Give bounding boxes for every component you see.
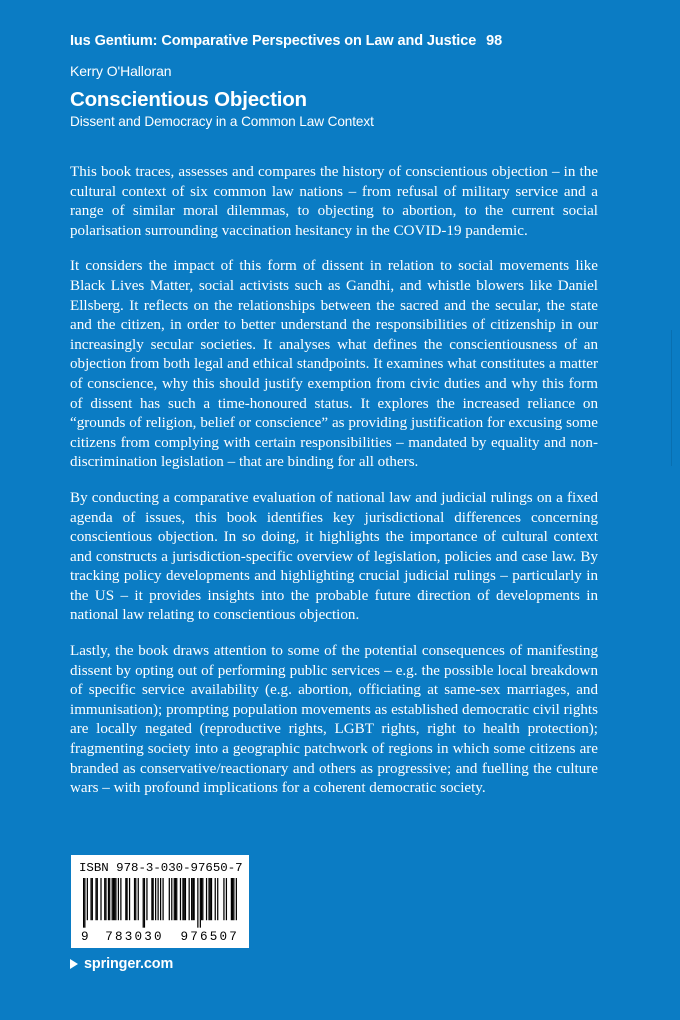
- scan-artifact-line: [671, 330, 672, 466]
- isbn-barcode: [71, 855, 249, 948]
- blurb-paragraph: It considers the impact of this form of dissent in relation to social movements like Black Lives Matter, social activists such as Gandhi, and whistle blowers like Daniel Ellsberg. It reflects on the relationships between the sacred and the secular, the state and the citizen, in order to better understand the responsibilities of citizenship in our increasingly secular societies. It analyses what defines the conscientiousness of an objection from both legal and ethical standpoints. It examines what constitutes a matter of conscience, why this should justify exemption from civic duties and why this form of dissent has such a time-honoured status. It explores the increased reliance on “grounds of religion, belief or conscience” as providing justification for excusing some citizens from complying with certain responsibilities – mandated by equality and non-discrimination legislation – that are binding for all others.: [70, 258, 598, 471]
- isbn-label: ISBN 978-3-030-97650-7: [79, 861, 243, 875]
- book-title: Conscientious Objection: [70, 88, 307, 111]
- ean-first-digit: 9: [81, 930, 89, 944]
- blurb-paragraph: Lastly, the book draws attention to some of the potential consequences of manifesting dissent by opting out of performing public services – e.g. the possible local breakdown of specific service availability (e.g. abortion, officiating at same-sex marriages, and immunisation); prompting population movements as established democratic civil rights are locally negated (reproductive rights, LGBT rights, right to health protection); fragmenting society into a geographic patchwork of regions in which some citizens are branded as conservative/reactionary and others as progressive; and fuelling the culture wars – with profound implications for a coherent democratic society.: [70, 643, 598, 797]
- series-title: Ius Gentium: Comparative Perspectives on Law and Justice: [70, 33, 477, 49]
- play-triangle-icon: [70, 959, 78, 969]
- series-number: 98: [486, 33, 503, 49]
- barcode-bars-area: [79, 878, 241, 930]
- author-name: Kerry O'Halloran: [70, 63, 172, 79]
- ean-left-group: 783030: [105, 930, 164, 944]
- barcode-bars: [83, 878, 237, 928]
- publisher-url: springer.com: [84, 956, 174, 972]
- blurb-text: [70, 163, 598, 799]
- ean-digits: [79, 931, 241, 944]
- blurb-paragraph: This book traces, assesses and compares the history of conscientious objection – in the cultural context of six common law nations – from refusal of military service and a range of similar moral dilemmas, to objecting to abortion, to the current social polarisation surrounding vaccination hesitancy in the COVID-19 pandemic.: [70, 164, 598, 239]
- blurb-paragraph: By conducting a comparative evaluation of national law and judicial rulings on a fixed agenda of issues, this book identifies key jurisdictional differences concerning conscientious objection. In so doing, it highlights the importance of cultural context and constructs a jurisdiction-specific overview of legislation, policies and case law. By tracking policy developments and highlighting crucial judicial rulings – particularly in the US – it provides insights into the probable future direction of developments in national law relating to conscientious objection.: [70, 489, 598, 624]
- series-line: [70, 33, 502, 49]
- publisher-footer[interactable]: [70, 956, 173, 972]
- ean-right-group: 976507: [180, 930, 239, 944]
- book-subtitle: Dissent and Democracy in a Common Law Context: [70, 114, 374, 129]
